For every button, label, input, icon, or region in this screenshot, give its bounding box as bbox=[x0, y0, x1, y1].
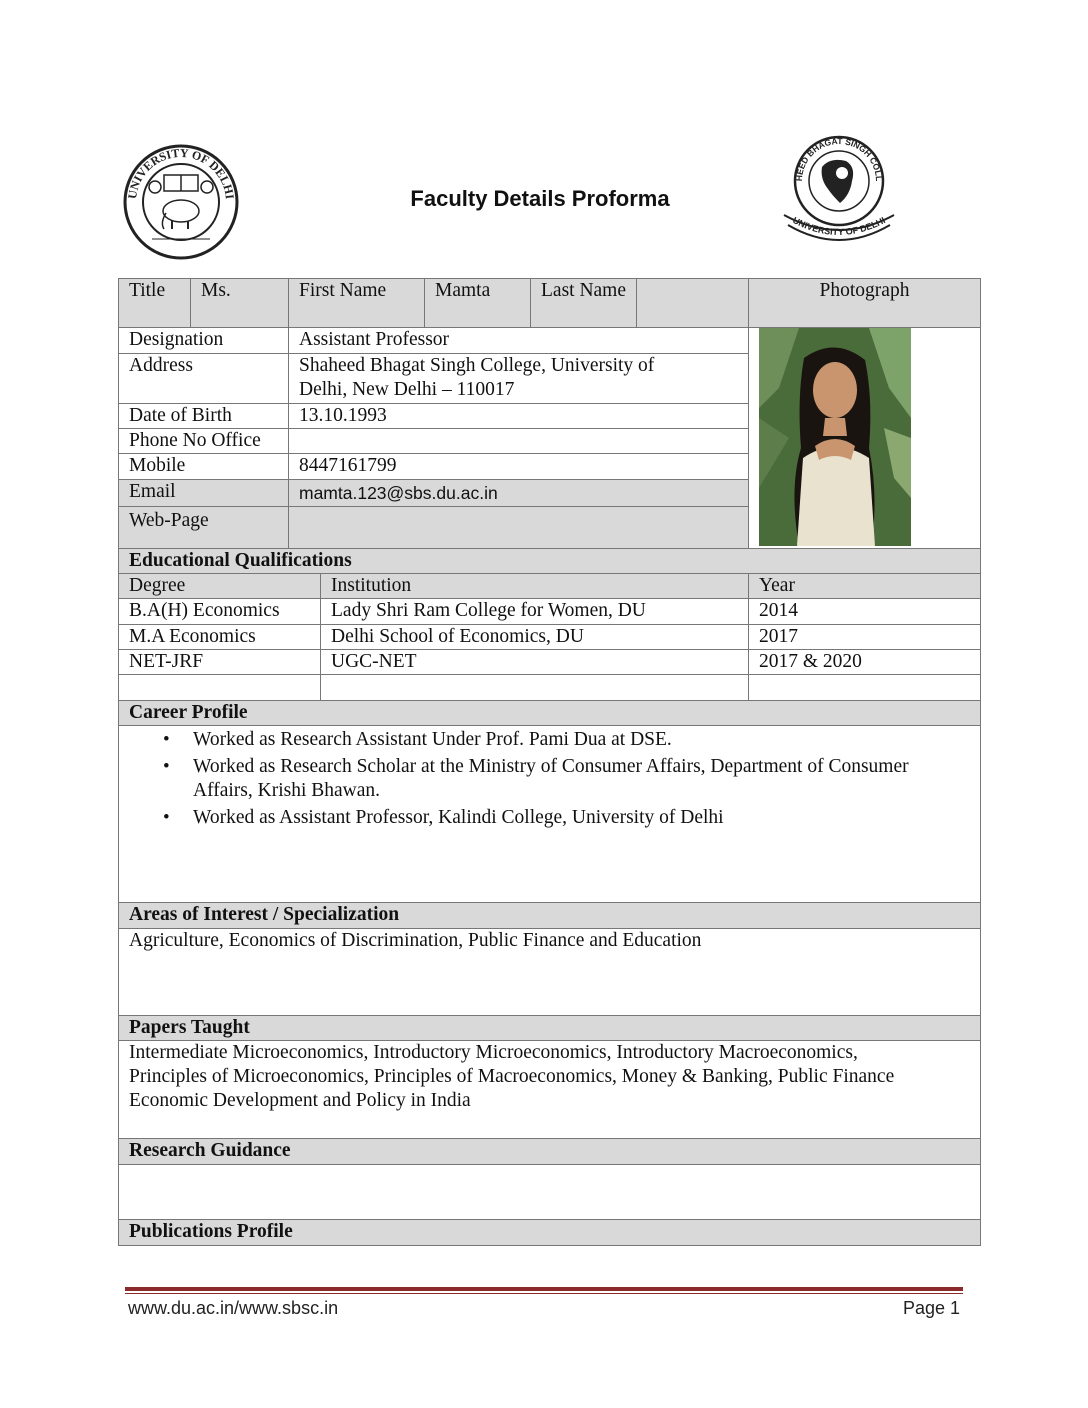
phone-label: Phone No Office bbox=[119, 429, 289, 453]
university-of-delhi-logo bbox=[122, 143, 240, 261]
mobile-value: 8447161799 bbox=[289, 454, 749, 479]
interests-text: Agriculture, Economics of Discrimination, Public Finance and Education bbox=[129, 930, 702, 951]
phone-value bbox=[289, 429, 749, 453]
degree-cell: M.A Economics bbox=[119, 625, 321, 649]
education-header-row bbox=[118, 574, 981, 599]
svg-text:UNIVERSITY OF DELHI: UNIVERSITY OF DELHI bbox=[124, 145, 237, 200]
address-line-1: Shaheed Bhagat Singh College, University of bbox=[299, 355, 655, 376]
mobile-label: Mobile bbox=[119, 454, 289, 479]
faculty-photo bbox=[759, 328, 911, 546]
year-column-header: Year bbox=[759, 575, 795, 596]
papers-line-2: Principles of Microeconomics, Principles of Macroeconomics, Money & Banking, Public Finance bbox=[129, 1066, 895, 1087]
papers-body bbox=[118, 1041, 981, 1139]
list-item: • Worked as Assistant Professor, Kalindi College, University of Delhi bbox=[119, 806, 980, 830]
institution-cell: Delhi School of Economics, DU bbox=[321, 625, 749, 649]
table-row bbox=[118, 625, 981, 650]
webpage-label: Web-Page bbox=[119, 507, 289, 548]
papers-text bbox=[119, 1041, 980, 1138]
footer-website: www.du.ac.in/www.sbsc.in bbox=[128, 1298, 339, 1318]
address-line-2: Delhi, New Delhi – 110017 bbox=[299, 379, 515, 400]
career-heading: Career Profile bbox=[119, 701, 980, 725]
page-title: Faculty Details Proforma bbox=[410, 186, 670, 211]
last-name-label: Last Name bbox=[531, 279, 637, 327]
table-row bbox=[118, 675, 981, 701]
svg-text:UNIVERSITY OF DELHI: UNIVERSITY OF DELHI bbox=[791, 215, 887, 238]
interests-heading-row bbox=[118, 903, 981, 929]
papers-line-1: Intermediate Microeconomics, Introductory Microeconomics, Introductory Macroeconomics, bbox=[129, 1042, 858, 1063]
education-heading: Educational Qualifications bbox=[119, 549, 980, 573]
year-cell: 2017 & 2020 bbox=[759, 651, 862, 672]
title-value: Ms. bbox=[191, 279, 289, 327]
first-name-label: First Name bbox=[289, 279, 425, 327]
designation-value: Assistant Professor bbox=[289, 328, 749, 353]
page-number: Page 1 bbox=[902, 1298, 960, 1318]
photo-cell bbox=[748, 328, 981, 549]
table-row bbox=[118, 650, 981, 675]
name-row bbox=[118, 278, 981, 328]
degree-cell bbox=[119, 675, 321, 700]
publications-heading: Publications Profile bbox=[119, 1220, 980, 1245]
degree-cell: B.A(H) Economics bbox=[119, 599, 321, 624]
career-heading-row bbox=[118, 701, 981, 726]
institution-cell bbox=[321, 675, 749, 700]
institution-column-header: Institution bbox=[321, 574, 749, 598]
institution-cell: Lady Shri Ram College for Women, DU bbox=[321, 599, 749, 624]
dob-label: Date of Birth bbox=[119, 404, 289, 428]
papers-heading: Papers Taught bbox=[119, 1016, 980, 1040]
address-value bbox=[289, 354, 749, 403]
interests-heading: Areas of Interest / Specialization bbox=[119, 903, 980, 928]
faculty-details-form bbox=[118, 278, 981, 1246]
svg-text:SHAHEED BHAGAT SINGH COLLEGE: HEED BHAGAT SINGH COLL bbox=[793, 135, 885, 182]
education-heading-row bbox=[118, 549, 981, 574]
sbsc-college-logo bbox=[780, 133, 898, 253]
email-label: Email bbox=[119, 480, 289, 506]
research-heading: Research Guidance bbox=[119, 1139, 980, 1164]
footer-rule-thin bbox=[125, 1293, 963, 1294]
personal-details bbox=[118, 328, 981, 549]
footer-rule bbox=[125, 1287, 963, 1291]
year-cell: 2017 bbox=[759, 626, 798, 647]
research-body bbox=[118, 1165, 981, 1220]
email-value: mamta.123@sbs.du.ac.in bbox=[289, 480, 749, 506]
list-item: • Worked as Research Assistant Under Prof. Pami Dua at DSE. bbox=[119, 728, 980, 752]
designation-label: Designation bbox=[119, 328, 289, 353]
first-name-value: Mamta bbox=[425, 279, 531, 327]
year-cell: 2014 bbox=[759, 600, 798, 621]
research-heading-row bbox=[118, 1139, 981, 1165]
table-row bbox=[118, 599, 981, 625]
papers-heading-row bbox=[118, 1016, 981, 1041]
degree-column-header: Degree bbox=[119, 574, 321, 598]
career-body bbox=[118, 726, 981, 903]
papers-line-3: Economic Development and Policy in India bbox=[129, 1090, 471, 1111]
address-label: Address bbox=[119, 354, 289, 403]
career-list bbox=[119, 726, 980, 902]
institution-cell: UGC-NET bbox=[321, 650, 749, 674]
publications-heading-row bbox=[118, 1220, 981, 1246]
list-item: • Worked as Research Scholar at the Ministry of Consumer Affairs, Department of Consumer Affairs, Krishi Bhawan. bbox=[119, 755, 980, 803]
webpage-value bbox=[289, 507, 749, 548]
dob-value: 13.10.1993 bbox=[289, 404, 749, 428]
last-name-value bbox=[637, 279, 749, 327]
degree-cell: NET-JRF bbox=[119, 650, 321, 674]
research-text bbox=[119, 1165, 980, 1219]
title-label: Title bbox=[119, 279, 191, 327]
year-cell bbox=[749, 675, 980, 700]
photograph-label: Photograph bbox=[819, 280, 910, 301]
interests-body bbox=[118, 929, 981, 1016]
